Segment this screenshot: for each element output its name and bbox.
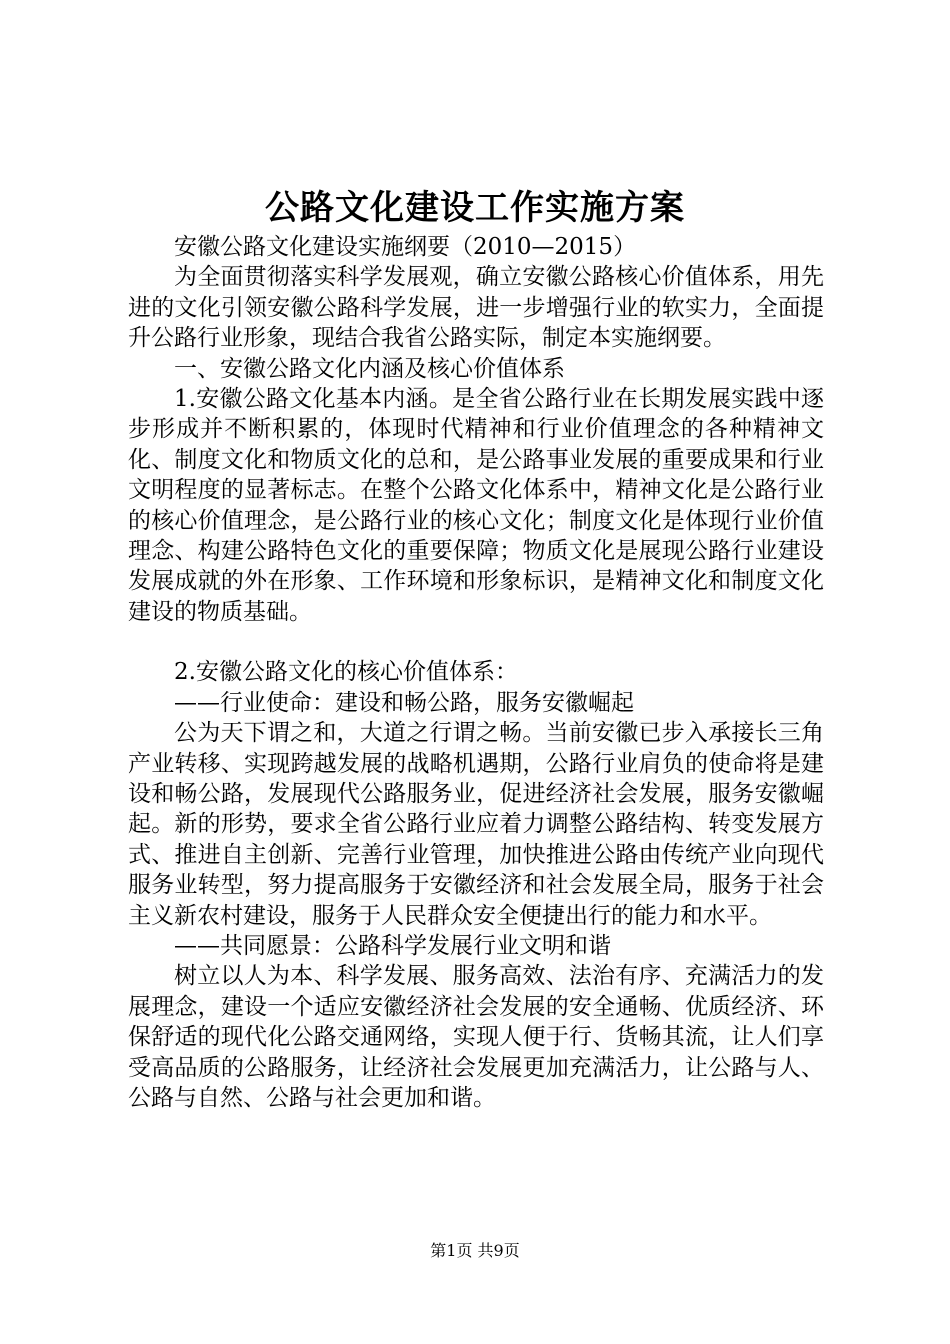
paragraph-spacer (128, 627, 824, 657)
mission-paragraph: 公为天下谓之和，大道之行谓之畅。当前安徽已步入承接长三角产业转移、实现跨越发展的战略机遇期，公路行业肩负的使命将是建设和畅公路，发展现代公路服务业，促进经济社会发展，服务安徽崛起。新的形势，要求全省公路行业应着力调整公路结构、转变发展方式、推进自主创新、完善行业管理，加快推进公路由传统产业向现代服务业转型，努力提高服务于安徽经济和社会发展全局，服务于社会主义新农村建设，服务于人民群众安全便捷出行的能力和水平。 (128, 720, 824, 929)
mission-heading: ——行业使命：建设和畅公路，服务安徽崛起 (174, 689, 634, 716)
basic-connotation-paragraph: 1.安徽公路文化基本内涵。是全省公路行业在长期发展实践中逐步形成并不断积累的，体现时代精神和行业价值理念的各种精神文化、制度文化和物质文化的总和，是公路事业发展的重要成果和行业文明程度的显著标志。在整个公路文化体系中，精神文化是公路行业的核心价值理念，是公路行业的核心文化；制度文化是体现行业价值理念、构建公路特色文化的重要保障；物质文化是展现公路行业建设发展成就的外在形象、工作环境和形象标识，是精神文化和制度文化建设的物质基础。 (128, 386, 824, 625)
document-body (128, 232, 824, 1113)
page-footer: 第1页 共9页 (430, 1241, 520, 1260)
subtitle-paragraph: 安徽公路文化建设实施纲要（2010—2015） (174, 234, 637, 260)
vision-paragraph: 树立以人为本、科学发展、服务高效、法治有序、充满活力的发展理念，建设一个适应安徽经济社会发展的安全通畅、优质经济、环保舒适的现代化公路交通网络，实现人便于行、货畅其流，让人们享受高品质的公路服务，让经济社会发展更加充满活力，让公路与人、公路与自然、公路与社会更加和谐。 (128, 963, 824, 1111)
vision-heading: ——共同愿景：公路科学发展行业文明和谐 (174, 932, 611, 959)
document-title: 公路文化建设工作实施方案 (265, 188, 685, 228)
core-value-heading: 2.安徽公路文化的核心价值体系： (174, 659, 518, 686)
intro-paragraph: 为全面贯彻落实科学发展观，确立安徽公路核心价值体系，用先进的文化引领安徽公路科学发展，进一步增强行业的软实力，全面提升公路行业形象，现结合我省公路实际，制定本实施纲要。 (128, 264, 824, 352)
section-heading-1: 一、安徽公路文化内涵及核心价值体系 (174, 355, 565, 382)
